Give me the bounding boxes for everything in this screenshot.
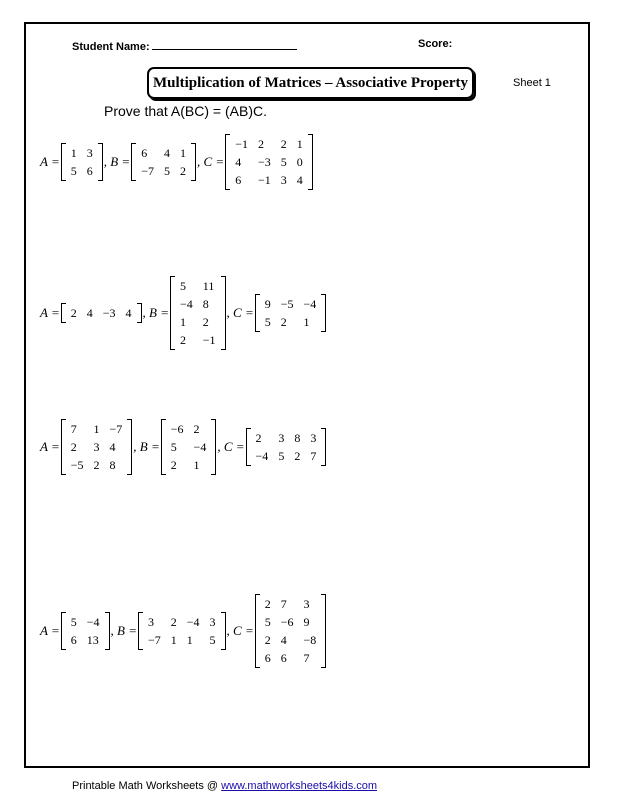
problem-4 xyxy=(40,594,327,668)
problem-1 xyxy=(40,134,314,190)
matrix-entry: 5 xyxy=(280,154,287,169)
matrix-entry: 1 xyxy=(70,145,77,160)
matrix-entry: 7 xyxy=(70,421,77,436)
matrix-entry: 4 xyxy=(86,305,93,320)
matrix-entry: 3 xyxy=(310,430,317,445)
matrix-a xyxy=(61,143,103,181)
matrix-row xyxy=(136,144,191,162)
matrix-entries xyxy=(66,420,128,474)
matrix-entry: 1 xyxy=(193,457,200,472)
footer-link[interactable]: www.mathworksheets4kids.com xyxy=(221,780,378,792)
matrix-entry: 1 xyxy=(179,314,186,329)
matrix-row xyxy=(260,631,322,649)
label-c: , C = xyxy=(217,439,245,454)
label-a: A = xyxy=(40,623,60,638)
matrix-entry: 6 xyxy=(264,650,271,665)
matrix-row xyxy=(166,438,212,456)
matrix-entries xyxy=(260,595,322,667)
label-b: , B = xyxy=(103,154,131,169)
matrix-entry: 13 xyxy=(86,632,99,647)
matrix-entry: 2 xyxy=(193,421,200,436)
matrix-row xyxy=(66,456,128,474)
matrix-b xyxy=(161,419,217,475)
matrix-entry: −5 xyxy=(70,457,84,472)
matrix-entry: 9 xyxy=(303,614,310,629)
matrix-a xyxy=(61,612,110,650)
matrix-entry: −4 xyxy=(179,296,193,311)
label-b: , B = xyxy=(142,305,169,320)
matrix-row xyxy=(66,420,128,438)
matrix-row xyxy=(136,162,191,180)
label-c: , C = xyxy=(226,623,254,638)
matrix-row xyxy=(260,649,322,667)
matrix-entry: 3 xyxy=(86,145,93,160)
matrix-row xyxy=(260,313,322,331)
matrix-row xyxy=(66,304,137,322)
matrix-entry: −1 xyxy=(202,332,216,347)
matrix-entry: 3 xyxy=(280,172,287,187)
matrix-entry: −7 xyxy=(147,632,161,647)
matrix-entry: 1 xyxy=(186,632,193,647)
matrix-b xyxy=(131,143,196,181)
matrix-a xyxy=(61,303,142,323)
matrix-entry: −1 xyxy=(257,172,271,187)
matrix-row xyxy=(66,631,105,649)
label-b: , B = xyxy=(133,439,160,454)
worksheet-title: Multiplication of Matrices – Associative Property xyxy=(152,74,469,91)
matrix-entry: −3 xyxy=(102,305,116,320)
matrix-row xyxy=(175,313,221,331)
matrix-entry: 4 xyxy=(235,154,242,169)
matrix-entry: 3 xyxy=(147,614,154,629)
matrix-row xyxy=(230,153,308,171)
matrix-entry: 4 xyxy=(280,632,287,647)
matrix-entry: 2 xyxy=(255,430,262,445)
matrix-entries xyxy=(230,135,308,189)
matrix-entry: 5 xyxy=(70,163,77,178)
matrix-entry: −6 xyxy=(170,421,184,436)
matrix-entry: 4 xyxy=(109,439,116,454)
label-b: , B = xyxy=(110,623,137,638)
title-box xyxy=(147,67,474,99)
matrix-row xyxy=(260,613,322,631)
matrix-entry: 3 xyxy=(209,614,216,629)
matrix-entry: 5 xyxy=(70,614,77,629)
matrix-entry: 1 xyxy=(93,421,100,436)
matrix-entry: 4 xyxy=(163,145,170,160)
matrix-entry: −4 xyxy=(86,614,100,629)
matrix-entries xyxy=(251,429,322,465)
matrix-c xyxy=(225,134,313,190)
matrix-entry: 5 xyxy=(209,632,216,647)
matrix-b xyxy=(138,612,226,650)
score-label: Score: xyxy=(418,38,453,50)
matrix-entry: −5 xyxy=(280,296,294,311)
matrix-a xyxy=(61,419,133,475)
matrix-entry: 3 xyxy=(278,430,285,445)
matrix-entry: 7 xyxy=(280,596,287,611)
student-name-line[interactable] xyxy=(152,38,297,50)
matrix-entry: −7 xyxy=(109,421,123,436)
matrix-entries xyxy=(175,277,221,349)
matrix-row xyxy=(166,456,212,474)
matrix-entry: 11 xyxy=(202,278,215,293)
instruction: Prove that A(BC) = (AB)C. xyxy=(104,103,267,119)
problem-3 xyxy=(40,419,327,475)
matrix-row xyxy=(66,438,128,456)
matrix-entry: 6 xyxy=(141,145,148,160)
matrix-entry: 2 xyxy=(170,457,177,472)
matrix-c xyxy=(246,428,327,466)
matrix-entry: 5 xyxy=(170,439,177,454)
matrix-entry: 4 xyxy=(125,305,132,320)
matrix-entry: 2 xyxy=(70,305,77,320)
matrix-entry: 2 xyxy=(179,332,186,347)
matrix-row xyxy=(175,295,221,313)
matrix-entries xyxy=(260,295,322,331)
matrix-entry: −4 xyxy=(255,448,269,463)
matrix-entry: −3 xyxy=(257,154,271,169)
matrix-row xyxy=(230,135,308,153)
matrix-entry: 6 xyxy=(235,172,242,187)
matrix-entry: 2 xyxy=(264,632,271,647)
label-c: , C = xyxy=(226,305,254,320)
matrix-entry: −4 xyxy=(303,296,317,311)
matrix-entry: 7 xyxy=(310,448,317,463)
label-a: A = xyxy=(40,305,60,320)
matrix-entry: 2 xyxy=(257,136,264,151)
matrix-entry: 2 xyxy=(264,596,271,611)
matrix-entry: 6 xyxy=(86,163,93,178)
matrix-entries xyxy=(66,613,105,649)
matrix-entry: 6 xyxy=(70,632,77,647)
matrix-row xyxy=(175,331,221,349)
matrix-entry: −4 xyxy=(193,439,207,454)
matrix-entry: 3 xyxy=(93,439,100,454)
matrix-row xyxy=(66,144,98,162)
matrix-entry: 2 xyxy=(70,439,77,454)
label-a: A = xyxy=(40,154,60,169)
matrix-entry: 8 xyxy=(109,457,116,472)
matrix-entries xyxy=(166,420,212,474)
matrix-entry: 1 xyxy=(179,145,186,160)
matrix-row xyxy=(251,447,322,465)
matrix-entry: 2 xyxy=(179,163,186,178)
footer xyxy=(72,780,377,792)
matrix-entry: 5 xyxy=(163,163,170,178)
matrix-entry: 5 xyxy=(264,614,271,629)
matrix-entry: 1 xyxy=(170,632,177,647)
sheet-label: Sheet 1 xyxy=(513,77,551,89)
matrix-entries xyxy=(66,304,137,322)
matrix-row xyxy=(175,277,221,295)
matrix-entry: 1 xyxy=(303,314,310,329)
matrix-entry: 4 xyxy=(296,172,303,187)
student-name-label: Student Name: xyxy=(72,41,150,53)
matrix-entry: −6 xyxy=(280,614,294,629)
matrix-entries xyxy=(136,144,191,180)
matrix-entry: 3 xyxy=(303,596,310,611)
matrix-entry: 2 xyxy=(280,314,287,329)
label-a: A = xyxy=(40,439,60,454)
matrix-entry: −8 xyxy=(303,632,317,647)
matrix-entry: 2 xyxy=(170,614,177,629)
matrix-entry: 7 xyxy=(303,650,310,665)
matrix-entry: 2 xyxy=(202,314,209,329)
matrix-entry: −1 xyxy=(235,136,248,151)
matrix-entry: 6 xyxy=(280,650,287,665)
matrix-entry: 5 xyxy=(179,278,186,293)
matrix-entries xyxy=(66,144,98,180)
matrix-entry: −7 xyxy=(141,163,154,178)
matrix-entry: 5 xyxy=(264,314,271,329)
matrix-row xyxy=(260,595,322,613)
matrix-row xyxy=(251,429,322,447)
matrix-entry: 0 xyxy=(296,154,303,169)
matrix-entry: 8 xyxy=(294,430,301,445)
matrix-entry: 2 xyxy=(280,136,287,151)
footer-text: Printable Math Worksheets @ xyxy=(72,780,222,792)
matrix-row xyxy=(66,162,98,180)
student-name-field xyxy=(72,38,297,53)
matrix-c xyxy=(255,294,327,332)
matrix-row xyxy=(143,631,221,649)
problem-2 xyxy=(40,276,327,350)
matrix-entries xyxy=(143,613,221,649)
matrix-entry: 9 xyxy=(264,296,271,311)
label-c: , C = xyxy=(196,154,225,169)
matrix-b xyxy=(170,276,226,350)
matrix-row xyxy=(260,295,322,313)
matrix-entry: 2 xyxy=(294,448,301,463)
matrix-row xyxy=(166,420,212,438)
matrix-row xyxy=(230,171,308,189)
matrix-entry: −4 xyxy=(186,614,200,629)
matrix-entry: 5 xyxy=(278,448,285,463)
matrix-entry: 1 xyxy=(296,136,303,151)
matrix-entry: 8 xyxy=(202,296,209,311)
matrix-row xyxy=(66,613,105,631)
matrix-row xyxy=(143,613,221,631)
matrix-entry: 2 xyxy=(93,457,100,472)
matrix-c xyxy=(255,594,327,668)
